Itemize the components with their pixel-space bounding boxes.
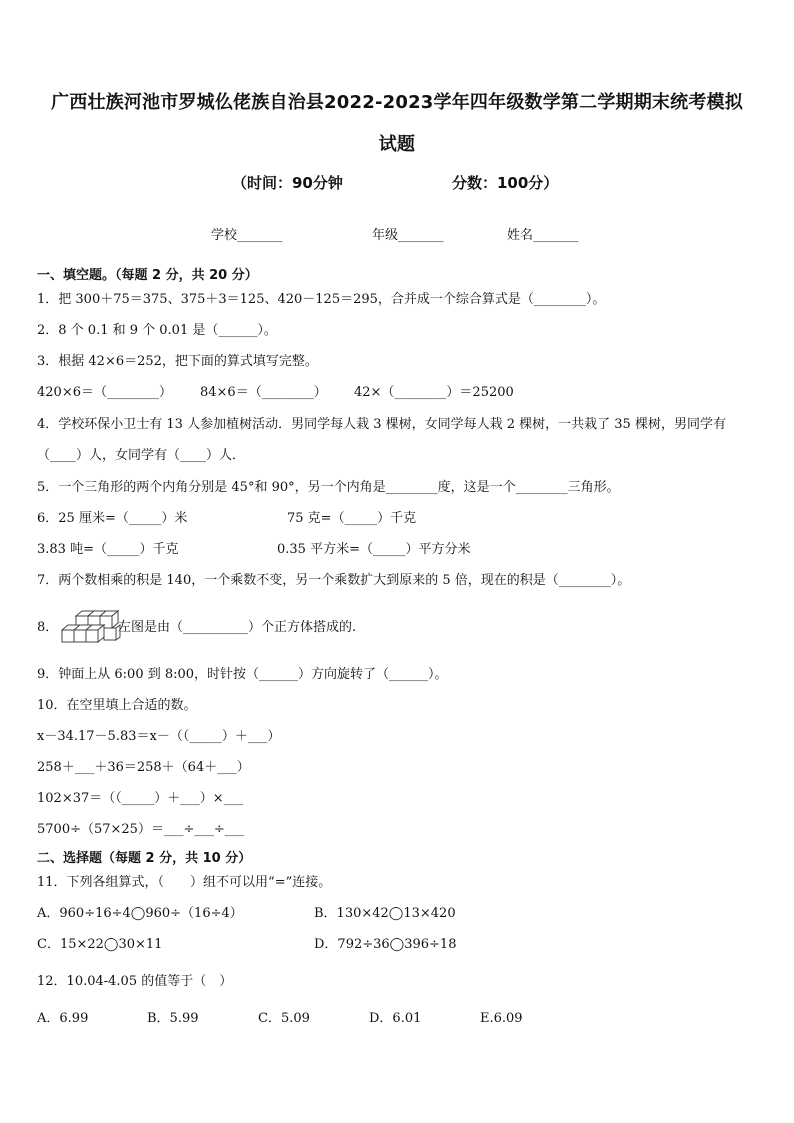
page-title-line1: 广西壮族河池市罗城仫佬族自治县2022-2023学年四年级数学第二学期期末统考模拟 (51, 92, 743, 113)
question-3-c: 42×（________）＝25200 (354, 385, 514, 400)
question-3-b: 84×6＝（________） (200, 385, 327, 400)
question-11-option-c: C．15×22◯30×11 (37, 937, 163, 952)
question-6-d: 0.35 平方米=（_____）平方分米 (277, 542, 471, 557)
question-12-option-d: D．6.01 (369, 1011, 422, 1026)
question-6-b: 75 克=（_____）千克 (287, 511, 417, 526)
question-8-text: 左图是由（__________）个正方体搭成的. (118, 620, 357, 635)
score-label: 分数：100分） (452, 174, 559, 192)
section1-heading: 一、填空题。（每题 2 分，共 20 分） (37, 268, 258, 283)
question-12-option-c: C．5.09 (258, 1011, 310, 1026)
grade-field: 年级_______ (372, 228, 444, 243)
time-label: （时间：90分钟 (232, 174, 343, 192)
question-12-option-b: B．5.99 (147, 1011, 199, 1026)
question-11: 11．下列各组算式，（ ）组不可以用“=”连接。 (37, 875, 332, 890)
school-field: 学校_______ (211, 228, 283, 243)
question-5: 5．一个三角形的两个内角分别是 45°和 90°，另一个内角是________度，这是一个________三角形。 (37, 480, 620, 495)
question-1: 1．把 300＋75＝375、375＋3＝125、420－125＝295，合并成一个综合算式是（________）。 (37, 292, 606, 307)
question-10-b: 258＋___＋36＝258＋（64＋___） (37, 760, 250, 775)
question-4-line1: 4．学校环保小卫士有 13 人参加植树活动．男同学每人栽 3 棵树，女同学每人栽 2 棵树，一共栽了 35 棵树，男同学有 (37, 417, 726, 432)
question-4-line2: （____）人，女同学有（____）人． (37, 448, 246, 463)
question-12: 12．10.04-4.05 的值等于（ ） (37, 974, 233, 989)
question-3-a: 420×6＝（________） (37, 385, 172, 400)
name-field: 姓名_______ (507, 228, 579, 243)
question-3: 3．根据 42×6＝252，把下面的算式填写完整。 (37, 354, 318, 369)
question-7: 7．两个数相乘的积是 140，一个乘数不变，另一个乘数扩大到原来的 5 倍，现在的积是（________）。 (37, 573, 631, 588)
question-10-d: 5700÷（57×25）＝___÷___÷___ (37, 822, 245, 837)
question-10: 10．在空里填上合适的数。 (37, 698, 197, 713)
question-11-option-d: D．792÷36◯396÷18 (314, 937, 457, 952)
cube-stack-figure (58, 610, 122, 646)
question-10-c: 102×37＝（（_____）＋___）×___ (37, 791, 244, 806)
question-11-option-a: A．960÷16÷4◯960÷（16÷4） (37, 906, 243, 921)
question-2: 2．8 个 0.1 和 9 个 0.01 是（______）。 (37, 323, 277, 338)
question-11-option-b: B．130×42◯13×420 (314, 906, 456, 921)
question-6-a: 6．25 厘米=（_____）米 (37, 511, 188, 526)
question-12-option-a: A．6.99 (37, 1011, 89, 1026)
question-10-a: x－34.17－5.83＝x－（（_____）＋___） (37, 729, 281, 744)
page-title-line2: 试题 (378, 134, 416, 155)
question-8-number: 8． (37, 620, 59, 635)
question-9: 9．钟面上从 6:00 到 8:00，时针按（______）方向旋转了（______）。 (37, 667, 448, 682)
question-6-c: 3.83 吨=（_____）千克 (37, 542, 179, 557)
question-12-option-e: E.6.09 (480, 1011, 523, 1026)
section2-heading: 二、选择题（每题 2 分，共 10 分） (37, 851, 252, 866)
